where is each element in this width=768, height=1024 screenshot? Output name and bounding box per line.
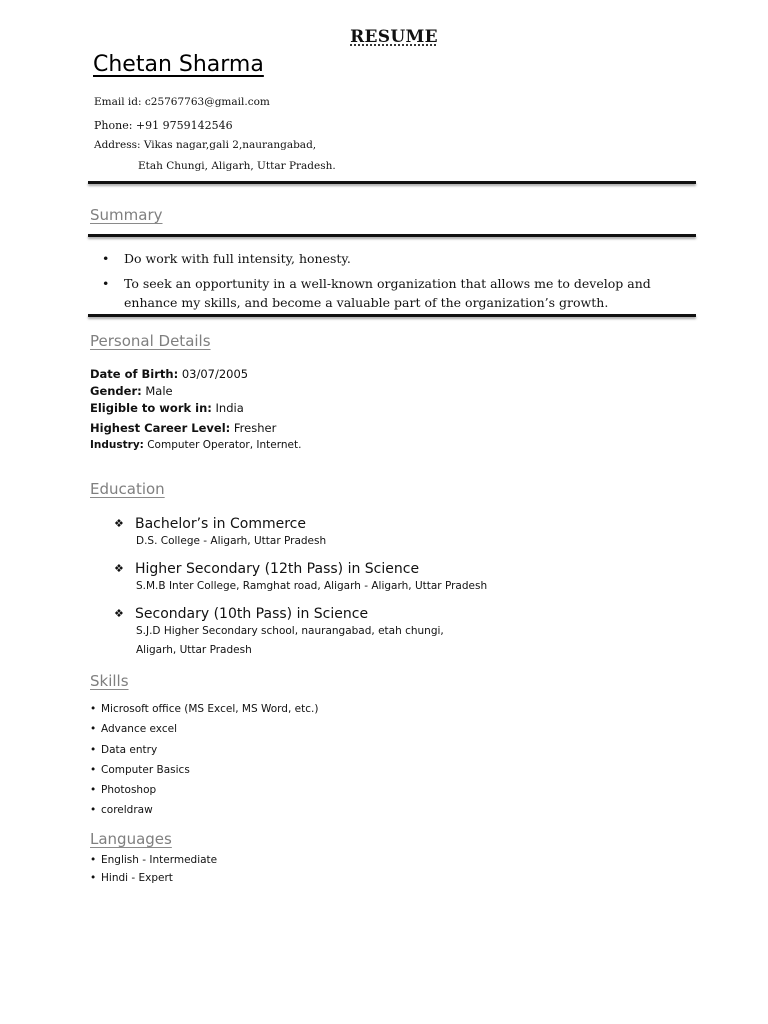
skill-text: Microsoft office (MS Excel, MS Word, etc.) [101,703,319,715]
dob-label: Date of Birth: [90,367,179,381]
education-institution: S.J.D Higher Secondary school, naurangabad, etah chungi, [136,625,444,637]
summary-list [92,249,698,318]
skill-text: Data entry [101,744,158,756]
personal-details-heading: Personal Details [90,332,211,350]
gender-row [90,384,173,398]
contact-phone: Phone: +91 9759142546 [94,119,233,132]
skill-text: Computer Basics [101,764,190,776]
dob-row [90,367,248,381]
summary-item: • Do work with full intensity, honesty. [102,251,351,266]
diamond-bullet-icon: ❖ [114,607,124,620]
summary-item-text: To seek an opportunity in a well-known organization that allows me to develop and enhance my skills, and become a valuable part of the organization’s growth. [124,276,651,310]
candidate-name: Chetan Sharma [93,52,264,77]
gender-label: Gender: [90,384,142,398]
career-level-label: Highest Career Level: [90,421,231,435]
gender-value: Male [141,384,173,398]
language-item: • English - Intermediate [90,854,218,866]
languages-heading: Languages [90,830,172,848]
summary-divider-bottom [88,314,696,317]
education-institution: D.S. College - Aligarh, Uttar Pradesh [136,535,327,547]
contact-address-line1: Address: Vikas nagar,gali 2,naurangabad, [94,139,317,151]
eligible-label: Eligible to work in: [90,401,212,415]
language-item: • Hindi - Expert [90,872,173,884]
skills-heading: Skills [90,672,129,690]
skill-text: Photoshop [101,784,157,796]
skill-text: coreldraw [101,804,153,816]
education-degree: Higher Secondary (12th Pass) in Science [135,561,420,577]
skill-text: Advance excel [101,723,177,735]
education-institution: S.M.B Inter College, Ramghat road, Aligarh - Aligarh, Uttar Pradesh [136,580,488,592]
skill-item: • coreldraw [90,804,153,816]
skill-item: • Microsoft office (MS Excel, MS Word, etc.) [90,703,319,715]
eligible-value: India [211,401,244,415]
contact-address-line2: Etah Chungi, Aligarh, Uttar Pradesh. [138,160,336,172]
industry-value: Computer Operator, Internet. [143,439,302,451]
skill-item: • Advance excel [90,723,177,735]
career-level-row [90,421,276,435]
summary-item: • To seek an opportunity in a well-known organization that allows me to develop and enhance my skills, and become a valuable part of the organization’s growth. [102,276,651,310]
education-degree: Bachelor’s in Commerce [135,516,306,532]
skill-item: • Computer Basics [90,764,190,776]
summary-heading: Summary [90,206,163,224]
document-title: RESUME [350,27,438,47]
career-level-value: Fresher [230,421,277,435]
industry-row [90,439,301,451]
skill-item: • Data entry [90,744,158,756]
education-institution-line2: Aligarh, Uttar Pradesh [136,644,252,656]
diamond-bullet-icon: ❖ [114,517,124,530]
education-heading: Education [90,480,165,498]
skill-item: • Photoshop [90,784,157,796]
summary-item-text: Do work with full intensity, honesty. [124,251,351,266]
dob-value: 03/07/2005 [178,367,249,381]
summary-divider-top [88,234,696,237]
diamond-bullet-icon: ❖ [114,562,124,575]
language-text: English - Intermediate [101,854,218,866]
contact-email: Email id: c25767763@gmail.com [94,96,270,108]
language-text: Hindi - Expert [101,872,173,884]
eligible-row [90,401,244,415]
industry-label: Industry: [90,439,144,451]
education-degree: Secondary (10th Pass) in Science [135,606,369,622]
header-divider [88,181,696,184]
